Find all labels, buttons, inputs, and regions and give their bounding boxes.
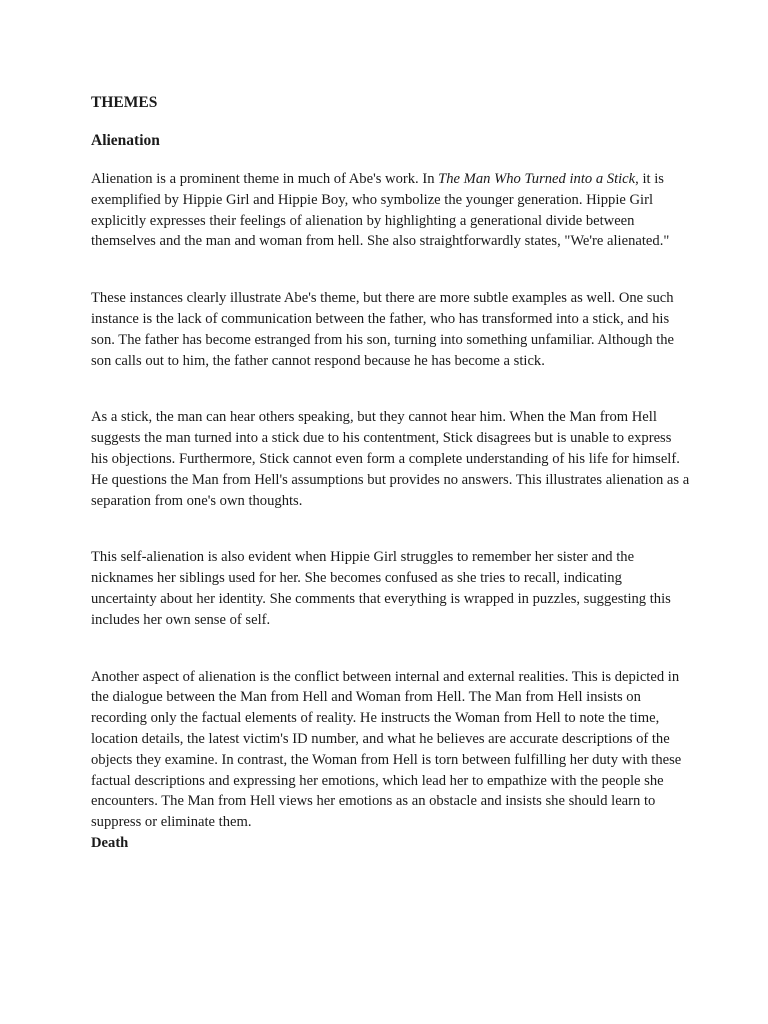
document-title: THEMES (91, 94, 158, 111)
paragraph-1 (91, 169, 691, 252)
paragraph-5: Another aspect of alienation is the conflict between internal and external realities. This is depicted in the dialogue between the Man from Hell and Woman from Hell. The Man from Hell insists on recording only the factual elements of reality. He instructs the Woman from Hell to note the time, location details, the latest victim's ID number, and what he believes are accurate descriptions of the objects they examine. In contrast, the Woman from Hell is torn between fulfilling her duty with these factual descriptions and expressing her emotions, which lead her to empathize with the people she encounters. The Man from Hell views her emotions as an obstacle and insists she should learn to suppress or eliminate them. (91, 668, 682, 831)
paragraph-2: These instances clearly illustrate Abe's theme, but there are more subtle examples as well. One such instance is the lack of communication between the father, who has transformed into a stick, and his son. The father has become estranged from his son, turning into something unfamiliar. Although the son calls out to him, the father cannot respond because he has become a stick. (91, 290, 674, 369)
paragraph-4: This self-alienation is also evident when Hippie Girl struggles to remember her sister and the nicknames her siblings used for her. She becomes confused as she tries to recall, indicating uncertainty about her identity. She comments that everything is wrapped in puzzles, suggesting this includes her own sense of self. (91, 549, 671, 628)
paragraph-3: As a stick, the man can hear others speaking, but they cannot hear him. When the Man from Hell suggests the man turned into a stick due to his contentment, Stick disagrees but is unable to express his objections. Furthermore, Stick cannot even form a complete understanding of his life for himself. He questions the Man from Hell's assumptions but provides no answers. This illustrates alienation as a separation from one's own thoughts. (91, 409, 690, 509)
book-title-italic: The Man Who Turned into a Stick (438, 171, 636, 187)
paragraph-1-text-start: Alienation is a prominent theme in much of Abe's work. In (91, 171, 439, 187)
paragraph-1-text-end: , it is exemplified by Hippie Girl and Hippie Boy, who symbolize the younger generation. Hippie Girl explicitly expresses their feelings of alienation by highlighting a generational divide between themselves and the man and woman from hell. She also straightforwardly states, "We're alienated." (91, 171, 670, 250)
section-heading-death: Death (91, 834, 129, 851)
section-heading-alienation: Alienation (91, 132, 160, 149)
document-page (91, 93, 691, 853)
